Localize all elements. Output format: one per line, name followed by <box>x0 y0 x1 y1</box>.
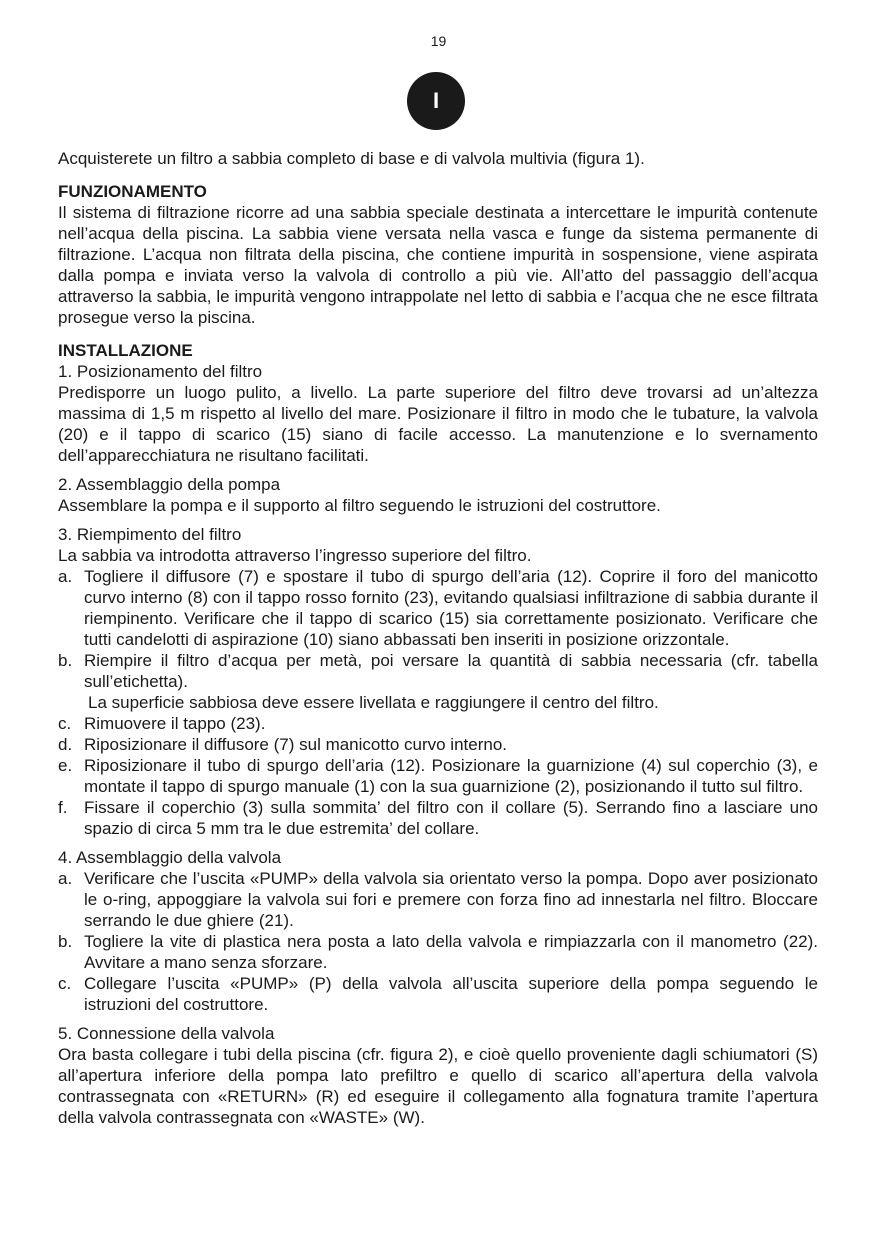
list-letter: b. <box>58 932 73 951</box>
heading-installazione: INSTALLAZIONE <box>58 341 193 360</box>
list-item <box>58 868 818 931</box>
list-text: Riposizionare il tubo di spurgo dell’aria (12). Posizionare la guarnizione (4) sul coperchio (3), e montate il tappo di spurgo manuale (1) con la sua guarnizione (2), posizionando il tutto sul filtro. <box>84 756 818 796</box>
list-text: Riposizionare il diffusore (7) sul manicotto curvo interno. <box>84 735 507 754</box>
list-letter: b. <box>58 651 73 670</box>
section-1-text: Predisporre un luogo pulito, a livello. La parte superiore del filtro deve trovarsi ad un’altezza massima di 1,5 m rispetto al livello del mare. Posizionare il filtro in modo che le tubature, la valvola (20) e il tappo di scarico (15) siano di facile accesso. La manutenzione e lo svernamento dell’apparecchiatura ne risultano facilitati. <box>58 383 818 465</box>
list-letter: c. <box>58 974 72 993</box>
list-item <box>58 973 818 1015</box>
list-letter: a. <box>58 567 73 586</box>
list-item <box>58 797 818 839</box>
list-letter: f. <box>58 798 68 817</box>
list-item <box>58 734 818 755</box>
intro-text: Acquisterete un filtro a sabbia completo di base e di valvola multivia (figura 1). <box>58 149 645 168</box>
list-text: Fissare il coperchio (3) sulla sommita’ del filtro con il collare (5). Serrando fino a lasciare uno spazio di circa 5 mm tra le due estremita’ del collare. <box>84 798 818 838</box>
list-text: Verificare che l’uscita «PUMP» della valvola sia orientato verso la pompa. Dopo aver posizionato le o-ring, appoggiare la valvola sui fori e premere con forza fino ad innestarla nel filtro. Bloccare serrando le due ghiere (21). <box>84 869 818 930</box>
section-1-title: 1. Posizionamento del filtro <box>58 362 263 381</box>
list-item <box>58 755 818 797</box>
section-5-title: 5. Connessione della valvola <box>58 1024 275 1043</box>
page-number: 19 <box>430 33 447 49</box>
list-item <box>58 931 818 973</box>
heading-funzionamento: FUNZIONAMENTO <box>58 182 207 201</box>
section-3-title: 3. Riempimento del filtro <box>58 525 242 544</box>
list-text: Rimuovere il tappo (23). <box>84 714 266 733</box>
list-item <box>58 650 818 692</box>
list-letter: a. <box>58 869 73 888</box>
document-body <box>58 148 818 1128</box>
funzionamento-text: Il sistema di filtrazione ricorre ad una sabbia speciale destinata a intercettare le impurità contenute nell’acqua della piscina. La sabbia viene versata nella vasca e funge da sistema permanente di filtrazione. L’acqua non filtrata della piscina, che contiene impurità in sospensione, viene aspirata dalla pompa e inviata verso la valvola di controllo a più vie. All’atto del passaggio dell’acqua attraverso la sabbia, le impurità vengono intrappolate nel letto di sabbia e l’acqua che ne esce filtrata prosegue verso la piscina. <box>58 203 818 327</box>
list-letter: e. <box>58 756 73 775</box>
list-text: Togliere la vite di plastica nera posta a lato della valvola e rimpiazzarla con il manometro (22). Avvitare a mano senza sforzare. <box>84 932 818 972</box>
list-text: Collegare l’uscita «PUMP» (P) della valvola all’uscita superiore della pompa seguendo le istruzioni del costruttore. <box>84 974 818 1014</box>
list-letter: c. <box>58 714 72 733</box>
section-5-text: Ora basta collegare i tubi della piscina (cfr. figura 2), e cioè quello proveniente dagli schiumatori (S) all’apertura inferiore della pompa lato prefiltro e quello di scarico all’apertura della valvola contrassegnata con «RETURN» (R) ed eseguire il collegamento alla fognatura tramite l’apertura della valvola contrassegnata con «WASTE» (W). <box>58 1045 818 1127</box>
list-item <box>58 566 818 650</box>
list-text: Riempire il filtro d’acqua per metà, poi versare la quantità di sabbia necessaria (cfr. tabella sull’etichetta). <box>84 651 818 691</box>
list-item <box>58 713 818 734</box>
section-2-title: 2. Assemblaggio della pompa <box>58 475 281 494</box>
list-text: Togliere il diffusore (7) e spostare il tubo di spurgo dell’aria (12). Coprire il foro del manicotto curvo interno (8) con il tappo rosso fornito (23), evitando qualsiasi infiltrazione di sabbia durante il riempinento. Verificare che il tappo di scarico (15) sia correttamente posizionato. Verificare che tutti candelotti di aspirazione (10) siano abbassati ben inseriti in posizione orizzontale. <box>84 567 818 649</box>
section-4-title: 4. Assemblaggio della valvola <box>58 848 282 867</box>
list-letter: d. <box>58 735 73 754</box>
list-note: La superficie sabbiosa deve essere livellata e raggiungere il centro del filtro. <box>88 693 659 712</box>
section-2-text: Assemblare la pompa e il supporto al filtro seguendo le istruzioni del costruttore. <box>58 496 661 515</box>
language-badge: I <box>407 72 465 130</box>
section-3-intro: La sabbia va introdotta attraverso l’ingresso superiore del filtro. <box>58 546 532 565</box>
